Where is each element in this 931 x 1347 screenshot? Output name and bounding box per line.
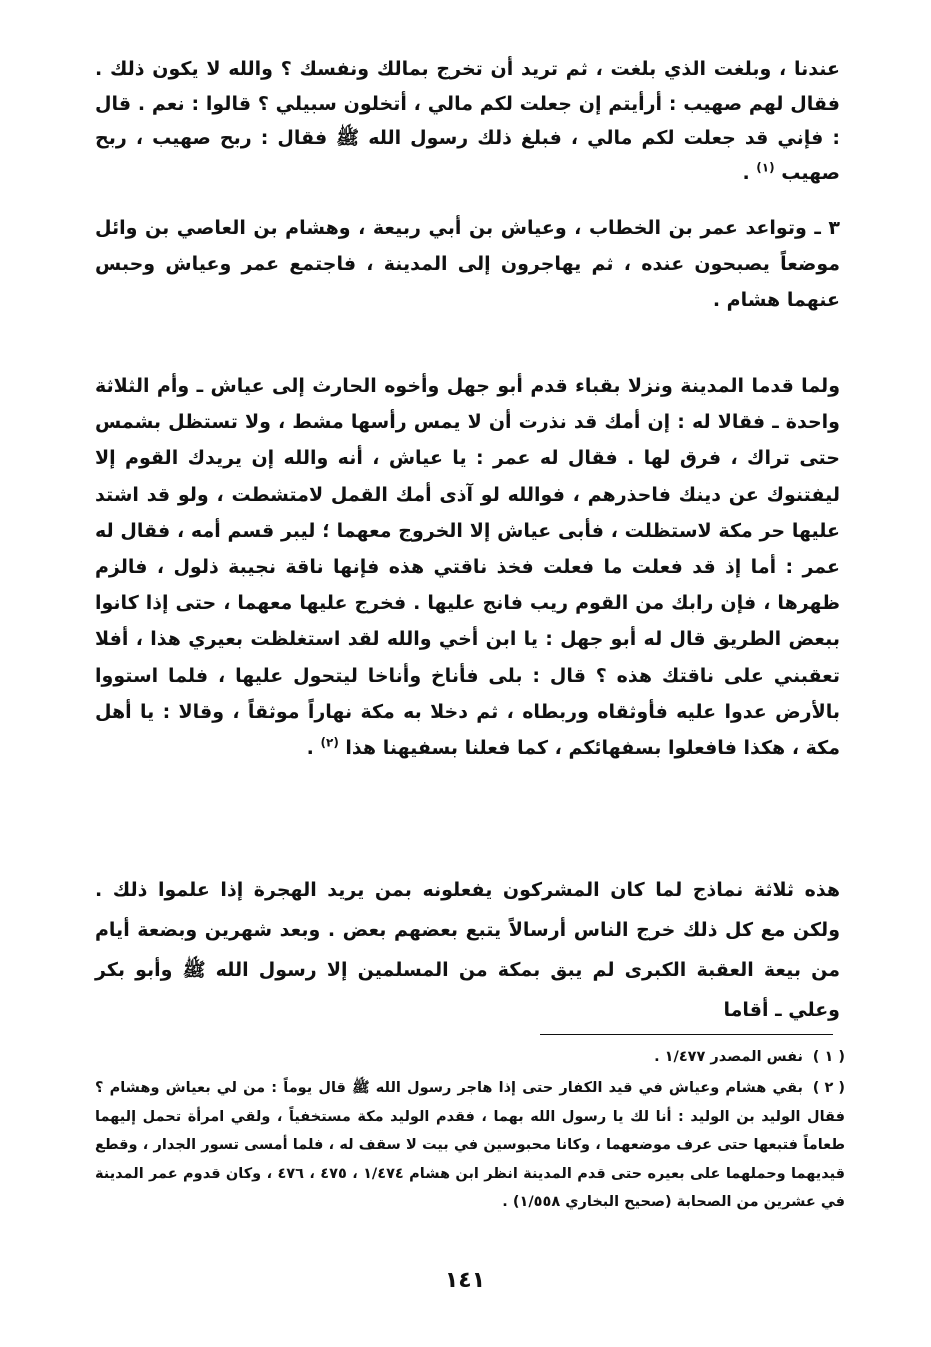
paragraph-suhayb-ending	[95, 52, 840, 190]
page-number: ١٤١	[444, 1268, 486, 1293]
paragraph-text: عندنا ، وبلغت الذي بلغت ، ثم تريد أن تخرج بمالك ونفسك ؟ والله لا يكون ذلك . فقال لهم صهيب : أرأيتم إن جعلت لكم مالي ، أتخلون سبيلي ؟ قالوا : نعم . قال : فإني قد جعلت لكم مالي ، فبلغ ذلك رسول الله ﷺ فقال : ربح صهيب ، ربح صهيب	[95, 58, 840, 184]
footnote-2	[95, 1074, 845, 1217]
footnote-ref: (١)	[756, 160, 775, 175]
footnote-separator	[540, 1034, 833, 1035]
footnote-ref: (٢)	[320, 735, 339, 750]
paragraph-umar-ayyash-hisham	[95, 210, 840, 318]
paragraph-text: ٣ ـ وتواعد عمر بن الخطاب ، وعياش بن أبي ربيعة ، وهشام بن العاصي بن وائل موضعاً يصبحون عنده ، ثم يهاجرون إلى المدينة ، فاجتمع عمر وعياش وحبس عنهما هشام .	[95, 217, 840, 311]
paragraph-text: ولما قدما المدينة ونزلا بقباء قدم أبو جهل وأخوه الحارث إلى عياش ـ وأم الثلاثة واحدة ـ فقالا له : إن أمك قد نذرت أن لا يمس رأسها مشط ، ولا تستظل بشمس حتى تراك ، فرق لها . فقال له عمر : يا عياش ، أنه والله إن يريدك القوم إلا ليفتنوك عن دينك فاحذرهم ، فوالله لو آذى أمك القمل لامتشطت ، ولو قد اشتد عليها حر مكة لاستظلت ، فأبى عياش إلا الخروج معهما ؛ ليبر قسم أمه ، فقال له عمر : أما إذ قد فعلت ما فعلت فخذ ناقتي هذه فإنها ناقة نجيبة ذلول ، فالزم ظهرها ، فإن رابك من القوم ريب فانج عليها . فخرج عليها معهما ، حتى إذا كانوا ببعض الطريق قال له أبو جهل : يا ابن أخي والله لقد استغلظت بعيري هذا ، أفلا تعقبني على ناقتك هذه ؟ قال : بلى فأناخ وأناخا ليتحول عليها ، فلما استووا بالأرض عدوا عليه فأوثقاه وربطاه ، ثم دخلا به مكة نهاراً موثقاً ، وقالا : يا أهل مكة ، هكذا فافعلوا بسفهائكم ، كما فعلنا بسفيهنا هذا	[95, 375, 840, 760]
footnote-1	[95, 1043, 845, 1072]
paragraph-three-examples	[95, 870, 840, 1030]
footnote-number: ( ٢ )	[812, 1080, 845, 1096]
footnote-text: نفس المصدر ١/٤٧٧ .	[654, 1049, 803, 1065]
paragraph-end: .	[742, 161, 757, 184]
paragraph-abu-jahl-story	[95, 368, 840, 766]
footnote-number: ( ١ )	[812, 1049, 845, 1065]
footnote-text: بقي هشام وعياش في قيد الكفار حتى إذا هاجر رسول الله ﷺ قال يوماً : من لي بعياش وهشام ؟ فقال الوليد بن الوليد : أنا لك يا رسول الله بهما ، فقدم الوليد مكة مستخفياً ، ولقي امرأة تحمل إليهما طعاماً فتبعها حتى عرف موضعهما ، وكانا محبوسين في بيت لا سقف له ، فلما أمسى تسور الجدار ، وقطع قيديهما وحملهما على بعيره حتى قدم المدينة انظر ابن هشام ١/٤٧٤ ، ٤٧٥ ، ٤٧٦ ، وكان قدوم عمر المدينة في عشرين من الصحابة (صحيح البخاري ١/٥٥٨) .	[95, 1080, 846, 1210]
paragraph-end: .	[306, 737, 321, 760]
paragraph-text: هذه ثلاثة نماذج لما كان المشركون يفعلونه بمن يريد الهجرة إذا علموا ذلك . ولكن مع كل ذلك خرج الناس أرسالاً يتبع بعضهم بعض . وبعد شهرين وبضعة أيام من بيعة العقبة الكبرى لم يبق بمكة من المسلمين إلا رسول الله ﷺ وأبو بكر وعلي ـ أقاما	[95, 879, 840, 1021]
